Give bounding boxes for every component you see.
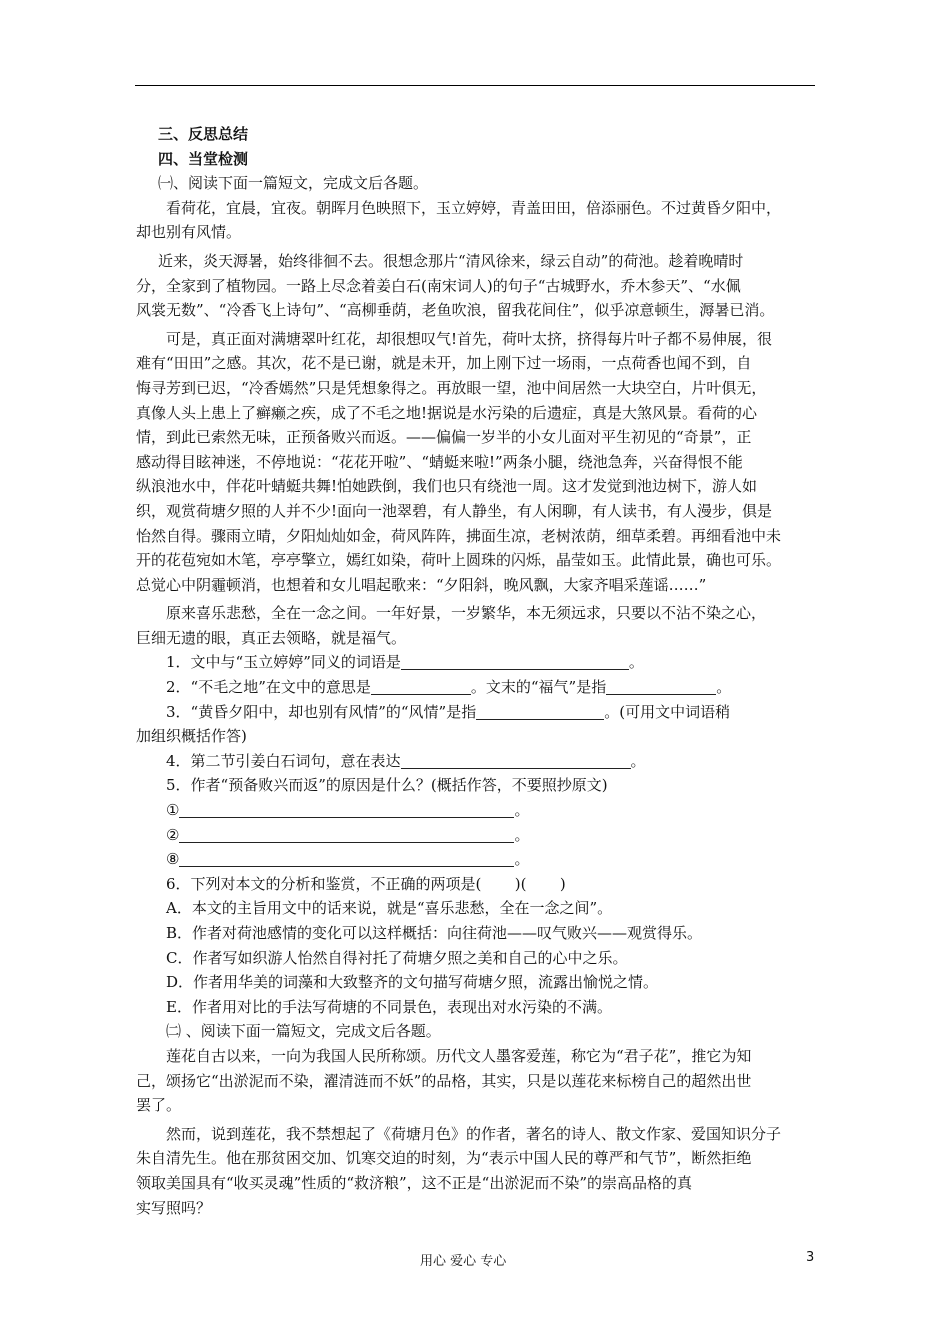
answer-blank[interactable] (179, 826, 514, 843)
question-3-end: 。(可用文中词语稍 (604, 702, 731, 721)
passage-line: 总觉心中阴霾顿消，也想着和女儿唱起歌来：“夕阳斜，晚风飘，大家齐唱采莲谣……” (136, 575, 707, 594)
passage-line: 原来喜乐悲愁，全在一念之间。一年好景，一岁繁华，本无须远求，只要以不沾不染之心， (166, 604, 767, 623)
passage-line: 难有“田田”之感。其次，花不是已谢，就是未开，加上刚下过一场雨，一点荷香也闻不到，自 (136, 354, 752, 373)
part2-intro: ㈡ 、阅读下面一篇短文，完成文后各题。 (166, 1022, 441, 1041)
passage-line: 实写照吗？ (136, 1198, 212, 1217)
question-1-end: 。 (628, 653, 644, 672)
passage-line: 开的花苞宛如木笔，亭亭擎立，嫣红如染，荷叶上圆珠的闪烁，晶莹如玉。此情此景，确也可乐。 (136, 551, 782, 570)
passage-line: 可是，真正面对满塘翠叶红花，却很想叹气!首先，荷叶太挤，挤得每片叶子都不易伸展，很 (166, 329, 773, 348)
item-marker: ② (166, 825, 180, 844)
question-1 (136, 650, 816, 675)
passage-line: 巨细无遗的眼，真正去领略，就是福气。 (136, 628, 407, 647)
passage-line: 罢了。 (136, 1096, 182, 1115)
passage-2 (136, 1044, 816, 1220)
option-b: B．作者对荷池感情的变化可以这样概括：向往荷池——叹气败兴——观赏得乐。 (166, 924, 703, 942)
item-marker: ① (166, 801, 180, 820)
passage-1 (136, 196, 816, 651)
page-number: 3 (806, 1250, 815, 1265)
question-1-text: 1．文中与“玉立婷婷”同义的词语是 (166, 653, 401, 672)
question-4-text: 4．第二节引姜白石词句，意在表达 (166, 751, 401, 770)
answer-blank[interactable] (371, 678, 471, 695)
question-4-end: 。 (630, 751, 646, 770)
question-3-text: 3．“黄昏夕阳中，却也别有风情”的“风情”是指 (166, 702, 477, 721)
section-heading-test: 四、当堂检测 (158, 149, 249, 168)
passage-line: 领取美国具有“收买灵魂”性质的“救济粮”，这不正是“出淤泥而不染”的崇高品格的真 (136, 1173, 693, 1192)
answer-blank[interactable] (476, 703, 604, 720)
section-heading-reflection: 三、反思总结 (158, 125, 249, 143)
passage-line: 然而，说到莲花，我不禁想起了《荷塘月色》的作者，著名的诗人、散文作家、爱国知识分子 (166, 1124, 782, 1143)
answer-blank[interactable] (179, 850, 514, 867)
question-4 (136, 749, 816, 774)
passage-line: 织，观赏荷塘夕照的人并不少!面向一池翠碧，有人静坐，有人闲聊，有人读书，有人漫步，俱是 (136, 501, 773, 520)
passage-line: 近来，炎天溽暑，始终徘徊不去。很想念那片“清风徐来，绿云自动”的荷池。趁着晚晴时 (158, 251, 744, 270)
passage-line: 怡然自得。骤雨立晴，夕阳灿灿如金，荷风阵阵，拂面生凉，老树浓荫，细草柔碧。再细看池中未 (136, 526, 782, 545)
option-d: D．作者用华美的词藻和大致整齐的文句描写荷塘夕照，流露出愉悦之情。 (166, 973, 659, 992)
answer-blank[interactable] (401, 653, 629, 670)
question-3-continued: 加组织概括作答) (136, 727, 247, 746)
item-end: 。 (514, 850, 530, 869)
answer-blank[interactable] (606, 678, 716, 695)
question-2 (136, 675, 816, 700)
item-marker: ⑧ (166, 850, 180, 869)
question-2-end: 。 (716, 678, 732, 697)
question-2-text: 2．“不毛之地”在文中的意思是 (166, 678, 371, 697)
passage-line: 真像人头上患上了癣癞之疾，成了不毛之地!据说是水污染的后遗症，真是大煞风景。看荷的心 (136, 403, 758, 422)
page-content (136, 122, 816, 1220)
question-2-mid: 。文末的“福气”是指 (470, 678, 607, 697)
passage-line: 感动得目眩神迷，不停地说：“花花开啦”、“蜻蜓来啦!”两条小腿，绕池急奔，兴奋得恨不能 (136, 452, 743, 471)
questions (136, 650, 816, 1019)
question-5: 5．作者“预备败兴而返”的原因是什么？(概括作答，不要照抄原文) (166, 776, 608, 795)
part1-intro: ㈠、阅读下面一篇短文，完成文后各题。 (158, 174, 429, 193)
question-6: 6．下列对本文的分析和鉴赏，不正确的两项是( )( ) (166, 874, 566, 893)
passage-line: 分，全家到了植物园。一路上尽念着姜白石(南宋词人)的句子“古城野水，乔木参天”、“水佩 (136, 276, 741, 295)
passage-line: 朱自清先生。他在那贫困交加、饥寒交迫的时刻，为“表示中国人民的尊严和气节”，断然拒绝 (136, 1149, 752, 1168)
answer-blank[interactable] (401, 752, 631, 769)
item-end: 。 (514, 801, 530, 820)
question-3 (136, 700, 816, 725)
question-5-item (136, 798, 816, 823)
header-rule (135, 85, 815, 86)
answer-blank[interactable] (179, 801, 514, 818)
question-5-item (136, 823, 816, 848)
passage-line: 风裳无数”、“冷香飞上诗句”、“高柳垂荫，老鱼吹浪，留我花间住”，似乎凉意顿生，溽暑已消。 (136, 301, 775, 320)
passage-line: 莲花自古以来，一向为我国人民所称颂。历代文人墨客爱莲，称它为“君子花”，推它为知 (166, 1046, 752, 1065)
item-end: 。 (514, 825, 530, 844)
option-e: E．作者用对比的手法写荷塘的不同景色，表现出对水污染的不满。 (166, 997, 612, 1016)
option-c: C．作者写如织游人怡然自得衬托了荷塘夕照之美和自己的心中之乐。 (166, 948, 628, 967)
passage-line: 却也别有风情。 (136, 223, 242, 242)
passage-line: 悔寻芳到已迟，“冷香嫣然”只是凭想象得之。再放眼一望，池中间居然一大块空白，片叶俱无， (136, 378, 767, 397)
passage-line: 纵浪池水中，伴花叶蜻蜓共舞!怕她跌倒，我们也只有绕池一周。这才发觉到池边树下，游人如 (136, 477, 758, 496)
footer-motto: 用心 爱心 专心 (420, 1254, 507, 1269)
option-a: A．本文的主旨用文中的话来说，就是“喜乐悲愁，全在一念之间”。 (166, 899, 613, 918)
passage-line: 情，到此已索然无味，正预备败兴而返。——偏偏一岁半的小女儿面对平生初见的“奇景”，正 (136, 428, 752, 447)
passage-line: 看荷花，宜晨，宜夜。朝晖月色映照下，玉立婷婷，青盖田田，倍添丽色。不过黄昏夕阳中， (166, 198, 782, 217)
passage-line: 己，颂扬它“出淤泥而不染，濯清涟而不妖”的品格，其实，只是以莲花来标榜自己的超然出世 (136, 1071, 752, 1090)
question-5-item (136, 847, 816, 872)
